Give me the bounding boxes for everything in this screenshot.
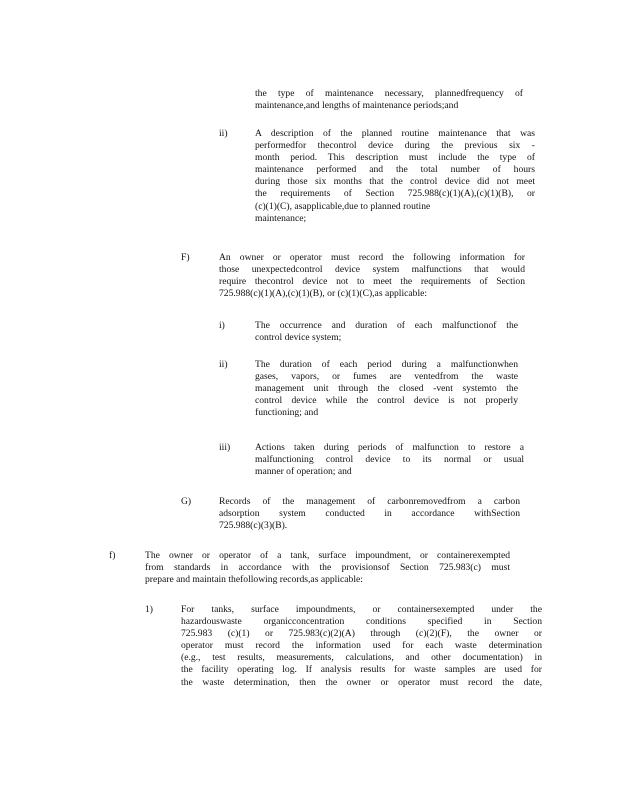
text-line: Records of the management of carbonremovedfrom a carbon <box>219 496 520 507</box>
text-line: functioning; and <box>255 407 319 419</box>
text-line: maintenance; <box>255 212 307 224</box>
text-line: prepare and maintain thefollowing records,as applicable: <box>145 574 363 586</box>
paragraph-f <box>145 550 510 586</box>
text-line: 725.983 (c)(1) or 725.983(c)(2)(A) through (c)(2)(F), the owner or <box>181 628 542 640</box>
item-label-F-ii: ii) <box>219 359 228 370</box>
text-line: the facility operating log. If analysis results for waste samples are used for <box>181 664 542 676</box>
text-line: A description of the planned routine maintenance that was <box>255 128 535 139</box>
text-line: hazardouswaste organicconcentration conditions specified in Section <box>181 616 542 628</box>
text-line: operator must record the information used for each waste determination <box>181 640 542 652</box>
text-line: the requirements of Section 725.988(c)(1)(A),(c)(1)(B), or <box>255 188 535 200</box>
item-label-f-1: 1) <box>145 604 153 615</box>
text-line: the type of maintenance necessary, plannedfrequency of <box>255 88 523 99</box>
paragraph-f-1 <box>181 604 542 689</box>
text-line: malfunctioning control device to its normal or usual <box>255 454 524 466</box>
text-line: adsorption system conducted in accordance withSection <box>219 508 520 520</box>
text-line: 725.988(c)(3)(B). <box>219 520 288 532</box>
continuation-text <box>255 88 523 112</box>
text-line: Actions taken during periods of malfunction to restore a <box>255 442 524 453</box>
text-line: the waste determination, then the owner or operator must record the date, <box>181 676 542 688</box>
text-line: require thecontrol device not to meet the requirements of Section <box>219 276 525 288</box>
text-line: control device while the control device is not properly <box>255 395 518 407</box>
paragraph-F <box>219 252 525 300</box>
section-label-F: F) <box>181 252 190 263</box>
item-label-F-i: i) <box>219 320 225 331</box>
text-line: An owner or operator must record the following information for <box>219 252 525 263</box>
text-line: those unexpectedcontrol device system malfunctions that would <box>219 264 525 276</box>
text-line: The owner or operator of a tank, surface impoundment, or containerexempted <box>145 550 510 561</box>
text-line: maintenance,and lengths of maintenance periods;and <box>255 100 459 112</box>
item-label-F-iii: iii) <box>219 442 231 453</box>
section-label-f: f) <box>109 550 116 561</box>
paragraph-F-ii <box>255 359 518 419</box>
paragraph-F-i <box>255 320 518 344</box>
text-line: during those six months that the control device did not meet <box>255 176 535 188</box>
text-line: control device system; <box>255 332 342 344</box>
text-line: (c)(1)(C), asapplicable,due to planned routine <box>255 200 431 212</box>
text-line: gases, vapors, or fumes are ventedfrom the waste <box>255 371 518 383</box>
text-line: maintenance performed and the total number of hours <box>255 164 535 176</box>
text-line: 725.988(c)(1)(A),(c)(1)(B), or (c)(1)(C),as applicable: <box>219 288 428 300</box>
text-line: For tanks, surface impoundments, or containersexempted under the <box>181 604 542 615</box>
text-line: The duration of each period during a malfunctionwhen <box>255 359 518 370</box>
text-line: month period. This description must include the type of <box>255 152 535 164</box>
paragraph-F-iii <box>255 442 524 478</box>
text-line: from standards in accordance with the provisionsof Section 725.983(c) must <box>145 562 510 574</box>
paragraph-e-ii <box>255 128 535 225</box>
item-label-e-ii: ii) <box>219 128 228 139</box>
paragraph-G <box>219 496 520 532</box>
text-line: (e.g., test results, measurements, calculations, and other documentation) in <box>181 652 542 664</box>
text-line: manner of operation; and <box>255 466 352 478</box>
text-line: performedfor thecontrol device during the previous six - <box>255 140 535 152</box>
section-label-G: G) <box>181 496 192 507</box>
text-line: The occurrence and duration of each malfunctionof the <box>255 320 518 331</box>
text-line: management unit through the closed -vent systemto the <box>255 383 518 395</box>
